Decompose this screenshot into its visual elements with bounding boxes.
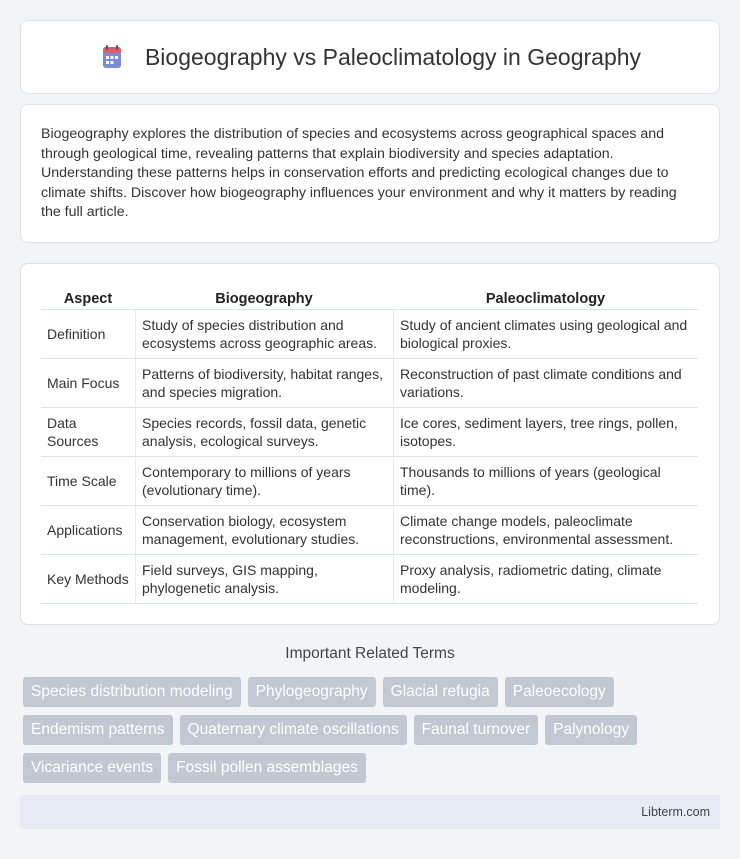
document-icon — [99, 44, 125, 70]
comparison-table — [41, 284, 698, 604]
related-term-tag[interactable]: Phylogeography — [248, 677, 376, 707]
row-biogeography: Patterns of biodiversity, habitat ranges, and species migration. — [135, 359, 393, 408]
table-row — [41, 555, 698, 604]
intro-card — [20, 104, 720, 243]
related-term-tag[interactable]: Species distribution modeling — [23, 677, 241, 707]
related-term-tag[interactable]: Faunal turnover — [414, 715, 539, 745]
row-paleoclimatology: Study of ancient climates using geological and biological proxies. — [393, 310, 698, 359]
row-biogeography: Contemporary to millions of years (evolutionary time). — [135, 457, 393, 506]
footer-brand-link[interactable]: Libterm.com — [641, 805, 710, 819]
table-row — [41, 359, 698, 408]
row-biogeography: Field surveys, GIS mapping, phylogenetic analysis. — [135, 555, 393, 604]
related-term-tag[interactable]: Quaternary climate oscillations — [180, 715, 407, 745]
related-terms-title: Important Related Terms — [285, 645, 455, 662]
intro-text: Biogeography explores the distribution of species and ecosystems across geographical spaces and through geological time, revealing patterns that explain biodiversity and species adaptation. Understanding these patterns helps in conservation efforts and predicting ecological changes due to climate shifts. Discover how biogeography influences your environment and why it matters by reading the full article. — [41, 126, 677, 221]
table-row — [41, 457, 698, 506]
title-card — [20, 20, 720, 94]
row-paleoclimatology: Proxy analysis, radiometric dating, climate modeling. — [393, 555, 698, 604]
related-term-tag[interactable]: Endemism patterns — [23, 715, 173, 745]
table-row — [41, 408, 698, 457]
row-biogeography: Species records, fossil data, genetic analysis, ecological surveys. — [135, 408, 393, 457]
table-row — [41, 310, 698, 359]
row-aspect: Time Scale — [41, 457, 135, 506]
row-aspect: Definition — [41, 310, 135, 359]
row-biogeography: Conservation biology, ecosystem management, evolutionary studies. — [135, 506, 393, 555]
footer — [20, 795, 720, 829]
header-aspect: Aspect — [41, 284, 135, 310]
row-paleoclimatology: Thousands to millions of years (geological time). — [393, 457, 698, 506]
row-aspect: Applications — [41, 506, 135, 555]
related-term-tag[interactable]: Paleoecology — [505, 677, 614, 707]
row-aspect: Main Focus — [41, 359, 135, 408]
header-biogeography: Biogeography — [135, 284, 393, 310]
table-header-row — [41, 284, 698, 310]
row-aspect: Key Methods — [41, 555, 135, 604]
row-aspect: Data Sources — [41, 408, 135, 457]
comparison-table-card — [20, 263, 720, 625]
row-biogeography: Study of species distribution and ecosystems across geographic areas. — [135, 310, 393, 359]
related-term-tag[interactable]: Vicariance events — [23, 753, 161, 783]
row-paleoclimatology: Reconstruction of past climate conditions and variations. — [393, 359, 698, 408]
page-title: Biogeography vs Paleoclimatology in Geography — [144, 43, 642, 70]
row-paleoclimatology: Ice cores, sediment layers, tree rings, pollen, isotopes. — [393, 408, 698, 457]
row-paleoclimatology: Climate change models, paleoclimate reconstructions, environmental assessment. — [393, 506, 698, 555]
header-paleoclimatology: Paleoclimatology — [393, 284, 698, 310]
related-term-tag[interactable]: Palynology — [545, 715, 637, 745]
related-terms-list — [23, 677, 703, 783]
related-term-tag[interactable]: Glacial refugia — [383, 677, 498, 707]
table-row — [41, 506, 698, 555]
related-term-tag[interactable]: Fossil pollen assemblages — [168, 753, 366, 783]
